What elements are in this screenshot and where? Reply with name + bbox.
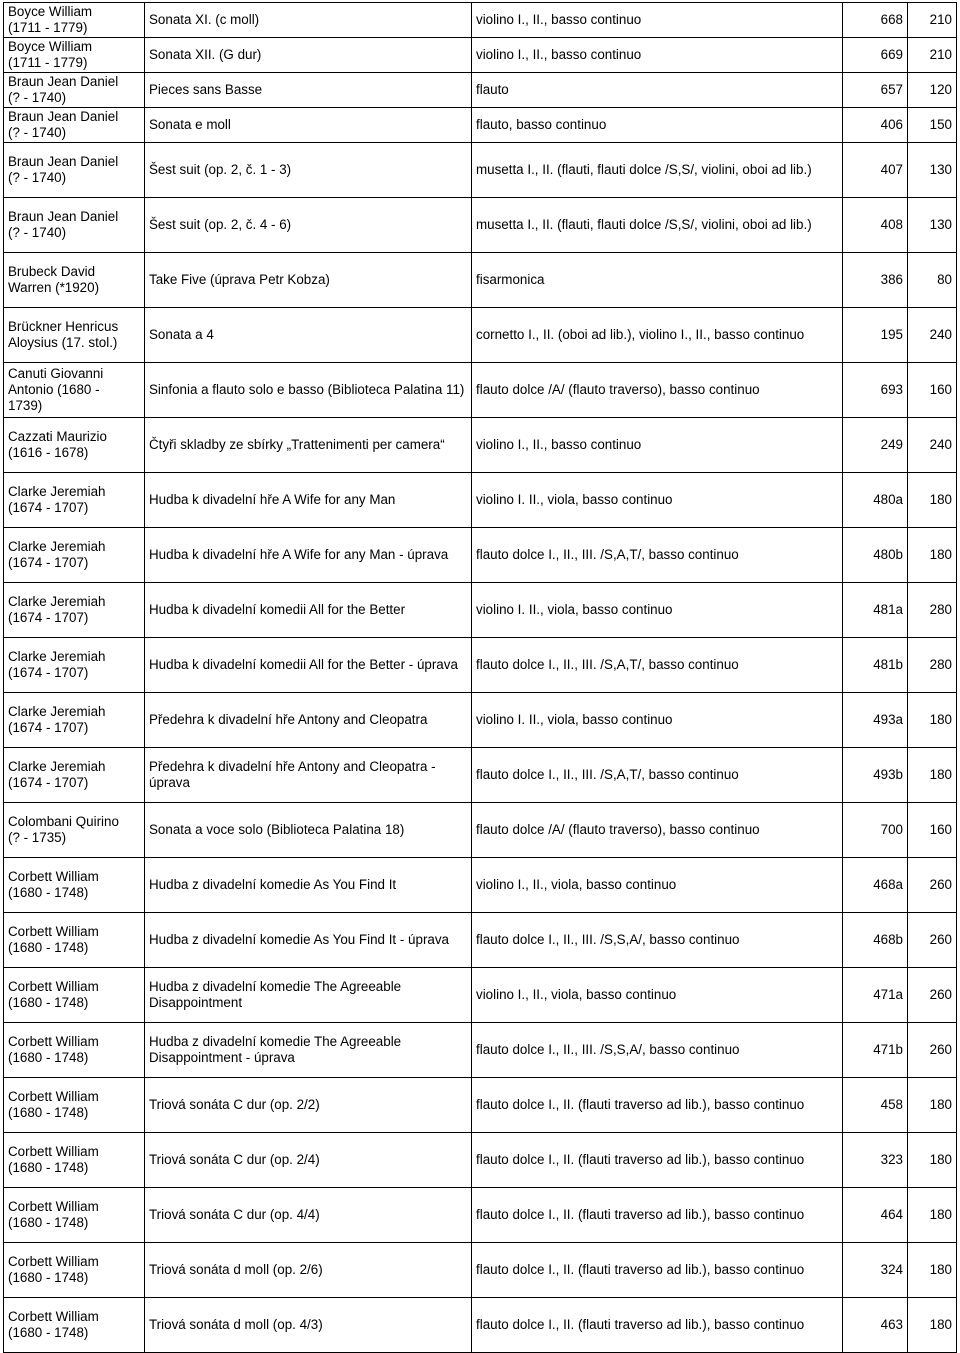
table-row xyxy=(4,198,957,253)
title-cell: Šest suit (op. 2, č. 4 - 6) xyxy=(145,198,472,253)
table-row xyxy=(4,638,957,693)
table-row xyxy=(4,528,957,583)
scoring-cell: cornetto I., II. (oboi ad lib.), violino I., II., basso continuo xyxy=(472,308,843,363)
scoring-cell: violino I. II., viola, basso continuo xyxy=(472,473,843,528)
scoring-cell: violino I., II., basso continuo xyxy=(472,38,843,73)
catalog-number-cell: 324 xyxy=(843,1243,908,1298)
price-cell: 240 xyxy=(908,308,957,363)
price-cell: 260 xyxy=(908,858,957,913)
composer-cell: Braun Jean Daniel (? - 1740) xyxy=(4,73,145,108)
table-row xyxy=(4,38,957,73)
catalog-number-cell: 700 xyxy=(843,803,908,858)
table-row xyxy=(4,1243,957,1298)
table-row xyxy=(4,968,957,1023)
scoring-cell: flauto dolce I., II. (flauti traverso ad lib.), basso continuo xyxy=(472,1188,843,1243)
composer-cell: Corbett William (1680 - 1748) xyxy=(4,968,145,1023)
price-cell: 260 xyxy=(908,968,957,1023)
title-cell: Předehra k divadelní hře Antony and Cleopatra xyxy=(145,693,472,748)
composer-cell: Corbett William (1680 - 1748) xyxy=(4,1023,145,1078)
scoring-cell: musetta I., II. (flauti, flauti dolce /S,S/, violini, oboi ad lib.) xyxy=(472,143,843,198)
price-cell: 120 xyxy=(908,73,957,108)
catalog-number-cell: 668 xyxy=(843,3,908,38)
table-row xyxy=(4,308,957,363)
price-cell: 180 xyxy=(908,1243,957,1298)
composer-cell: Brückner Henricus Aloysius (17. stol.) xyxy=(4,308,145,363)
catalog-number-cell: 481a xyxy=(843,583,908,638)
price-cell: 210 xyxy=(908,3,957,38)
price-cell: 160 xyxy=(908,363,957,418)
title-cell: Hudba z divadelní komedie As You Find It xyxy=(145,858,472,913)
price-cell: 180 xyxy=(908,748,957,803)
catalog-number-cell: 493b xyxy=(843,748,908,803)
catalog-number-cell: 408 xyxy=(843,198,908,253)
composer-cell: Colombani Quirino (? - 1735) xyxy=(4,803,145,858)
scoring-cell: violino I. II., viola, basso continuo xyxy=(472,693,843,748)
composer-cell: Clarke Jeremiah (1674 - 1707) xyxy=(4,473,145,528)
table-row xyxy=(4,253,957,308)
catalog-number-cell: 471b xyxy=(843,1023,908,1078)
catalog-number-cell: 463 xyxy=(843,1298,908,1353)
composer-cell: Corbett William (1680 - 1748) xyxy=(4,1133,145,1188)
scoring-cell: violino I., II., basso continuo xyxy=(472,3,843,38)
table-row xyxy=(4,748,957,803)
catalog-table-body xyxy=(4,3,957,1353)
price-cell: 210 xyxy=(908,38,957,73)
table-row xyxy=(4,3,957,38)
scoring-cell: flauto dolce I., II., III. /S,A,T/, basso continuo xyxy=(472,748,843,803)
table-row xyxy=(4,693,957,748)
price-cell: 180 xyxy=(908,1298,957,1353)
table-row xyxy=(4,418,957,473)
table-row xyxy=(4,143,957,198)
catalog-number-cell: 480b xyxy=(843,528,908,583)
catalog-number-cell: 468b xyxy=(843,913,908,968)
catalog-number-cell: 480a xyxy=(843,473,908,528)
title-cell: Triová sonáta C dur (op. 4/4) xyxy=(145,1188,472,1243)
title-cell: Triová sonáta C dur (op. 2/2) xyxy=(145,1078,472,1133)
title-cell: Triová sonáta d moll (op. 2/6) xyxy=(145,1243,472,1298)
scoring-cell: violino I. II., viola, basso continuo xyxy=(472,583,843,638)
composer-cell: Cazzati Maurizio (1616 - 1678) xyxy=(4,418,145,473)
scoring-cell: flauto xyxy=(472,73,843,108)
catalog-number-cell: 468a xyxy=(843,858,908,913)
price-cell: 180 xyxy=(908,528,957,583)
title-cell: Pieces sans Basse xyxy=(145,73,472,108)
scoring-cell: flauto dolce I., II. (flauti traverso ad lib.), basso continuo xyxy=(472,1133,843,1188)
title-cell: Take Five (úprava Petr Kobza) xyxy=(145,253,472,308)
price-cell: 260 xyxy=(908,1023,957,1078)
price-cell: 150 xyxy=(908,108,957,143)
table-row xyxy=(4,73,957,108)
scoring-cell: flauto dolce I., II., III. /S,A,T/, basso continuo xyxy=(472,638,843,693)
table-row xyxy=(4,913,957,968)
catalog-number-cell: 386 xyxy=(843,253,908,308)
composer-cell: Braun Jean Daniel (? - 1740) xyxy=(4,198,145,253)
title-cell: Sonata a voce solo (Biblioteca Palatina 18) xyxy=(145,803,472,858)
title-cell: Předehra k divadelní hře Antony and Cleopatra - úprava xyxy=(145,748,472,803)
catalog-number-cell: 657 xyxy=(843,73,908,108)
composer-cell: Corbett William (1680 - 1748) xyxy=(4,1188,145,1243)
price-cell: 180 xyxy=(908,1133,957,1188)
title-cell: Hudba z divadelní komedie As You Find It - úprava xyxy=(145,913,472,968)
composer-cell: Corbett William (1680 - 1748) xyxy=(4,1298,145,1353)
title-cell: Sonata e moll xyxy=(145,108,472,143)
composer-cell: Corbett William (1680 - 1748) xyxy=(4,858,145,913)
price-cell: 160 xyxy=(908,803,957,858)
price-cell: 280 xyxy=(908,638,957,693)
catalog-number-cell: 195 xyxy=(843,308,908,363)
composer-cell: Braun Jean Daniel (? - 1740) xyxy=(4,143,145,198)
title-cell: Sonata a 4 xyxy=(145,308,472,363)
title-cell: Sonata XII. (G dur) xyxy=(145,38,472,73)
title-cell: Čtyři skladby ze sbírky „Trattenimenti per camera“ xyxy=(145,418,472,473)
price-cell: 280 xyxy=(908,583,957,638)
composer-cell: Corbett William (1680 - 1748) xyxy=(4,1078,145,1133)
table-row xyxy=(4,1133,957,1188)
composer-cell: Clarke Jeremiah (1674 - 1707) xyxy=(4,693,145,748)
composer-cell: Corbett William (1680 - 1748) xyxy=(4,913,145,968)
scoring-cell: flauto dolce /A/ (flauto traverso), basso continuo xyxy=(472,363,843,418)
catalog-number-cell: 471a xyxy=(843,968,908,1023)
scoring-cell: flauto, basso continuo xyxy=(472,108,843,143)
price-cell: 180 xyxy=(908,693,957,748)
price-cell: 180 xyxy=(908,1188,957,1243)
title-cell: Hudba z divadelní komedie The Agreeable Disappointment - úprava xyxy=(145,1023,472,1078)
price-cell: 180 xyxy=(908,473,957,528)
table-row xyxy=(4,858,957,913)
catalog-number-cell: 407 xyxy=(843,143,908,198)
scoring-cell: violino I., II., viola, basso continuo xyxy=(472,858,843,913)
table-row xyxy=(4,583,957,638)
table-row xyxy=(4,803,957,858)
table-row xyxy=(4,363,957,418)
composer-cell: Clarke Jeremiah (1674 - 1707) xyxy=(4,748,145,803)
title-cell: Hudba k divadelní hře A Wife for any Man - úprava xyxy=(145,528,472,583)
title-cell: Sinfonia a flauto solo e basso (Biblioteca Palatina 11) xyxy=(145,363,472,418)
title-cell: Hudba z divadelní komedie The Agreeable Disappointment xyxy=(145,968,472,1023)
table-row xyxy=(4,1023,957,1078)
scoring-cell: flauto dolce I., II. (flauti traverso ad lib.), basso continuo xyxy=(472,1078,843,1133)
table-row xyxy=(4,108,957,143)
scoring-cell: flauto dolce I., II. (flauti traverso ad lib.), basso continuo xyxy=(472,1243,843,1298)
title-cell: Triová sonáta C dur (op. 2/4) xyxy=(145,1133,472,1188)
catalog-number-cell: 669 xyxy=(843,38,908,73)
composer-cell: Boyce William (1711 - 1779) xyxy=(4,3,145,38)
price-cell: 130 xyxy=(908,143,957,198)
catalog-number-cell: 693 xyxy=(843,363,908,418)
composer-cell: Clarke Jeremiah (1674 - 1707) xyxy=(4,638,145,693)
catalog-number-cell: 493a xyxy=(843,693,908,748)
table-row xyxy=(4,473,957,528)
composer-cell: Braun Jean Daniel (? - 1740) xyxy=(4,108,145,143)
catalog-number-cell: 406 xyxy=(843,108,908,143)
price-cell: 80 xyxy=(908,253,957,308)
scoring-cell: musetta I., II. (flauti, flauti dolce /S,S/, violini, oboi ad lib.) xyxy=(472,198,843,253)
title-cell: Hudba k divadelní komedii All for the Better xyxy=(145,583,472,638)
price-cell: 180 xyxy=(908,1078,957,1133)
catalog-number-cell: 481b xyxy=(843,638,908,693)
scoring-cell: fisarmonica xyxy=(472,253,843,308)
scoring-cell: flauto dolce I., II., III. /S,S,A/, basso continuo xyxy=(472,913,843,968)
catalog-number-cell: 464 xyxy=(843,1188,908,1243)
title-cell: Hudba k divadelní hře A Wife for any Man xyxy=(145,473,472,528)
table-row xyxy=(4,1298,957,1353)
scoring-cell: flauto dolce I., II., III. /S,S,A/, basso continuo xyxy=(472,1023,843,1078)
table-row xyxy=(4,1078,957,1133)
price-cell: 130 xyxy=(908,198,957,253)
scoring-cell: flauto dolce /A/ (flauto traverso), basso continuo xyxy=(472,803,843,858)
title-cell: Sonata XI. (c moll) xyxy=(145,3,472,38)
catalog-number-cell: 458 xyxy=(843,1078,908,1133)
composer-cell: Corbett William (1680 - 1748) xyxy=(4,1243,145,1298)
scoring-cell: violino I., II., basso continuo xyxy=(472,418,843,473)
title-cell: Triová sonáta d moll (op. 4/3) xyxy=(145,1298,472,1353)
scoring-cell: flauto dolce I., II. (flauti traverso ad lib.), basso continuo xyxy=(472,1298,843,1353)
composer-cell: Boyce William (1711 - 1779) xyxy=(4,38,145,73)
composer-cell: Canuti Giovanni Antonio (1680 - 1739) xyxy=(4,363,145,418)
composer-cell: Brubeck David Warren (*1920) xyxy=(4,253,145,308)
title-cell: Hudba k divadelní komedii All for the Better - úprava xyxy=(145,638,472,693)
composer-cell: Clarke Jeremiah (1674 - 1707) xyxy=(4,583,145,638)
price-cell: 260 xyxy=(908,913,957,968)
catalog-number-cell: 249 xyxy=(843,418,908,473)
catalog-number-cell: 323 xyxy=(843,1133,908,1188)
composer-cell: Clarke Jeremiah (1674 - 1707) xyxy=(4,528,145,583)
table-row xyxy=(4,1188,957,1243)
scoring-cell: flauto dolce I., II., III. /S,A,T/, basso continuo xyxy=(472,528,843,583)
scoring-cell: violino I., II., viola, basso continuo xyxy=(472,968,843,1023)
title-cell: Šest suit (op. 2, č. 1 - 3) xyxy=(145,143,472,198)
catalog-table xyxy=(3,2,957,1353)
price-cell: 240 xyxy=(908,418,957,473)
